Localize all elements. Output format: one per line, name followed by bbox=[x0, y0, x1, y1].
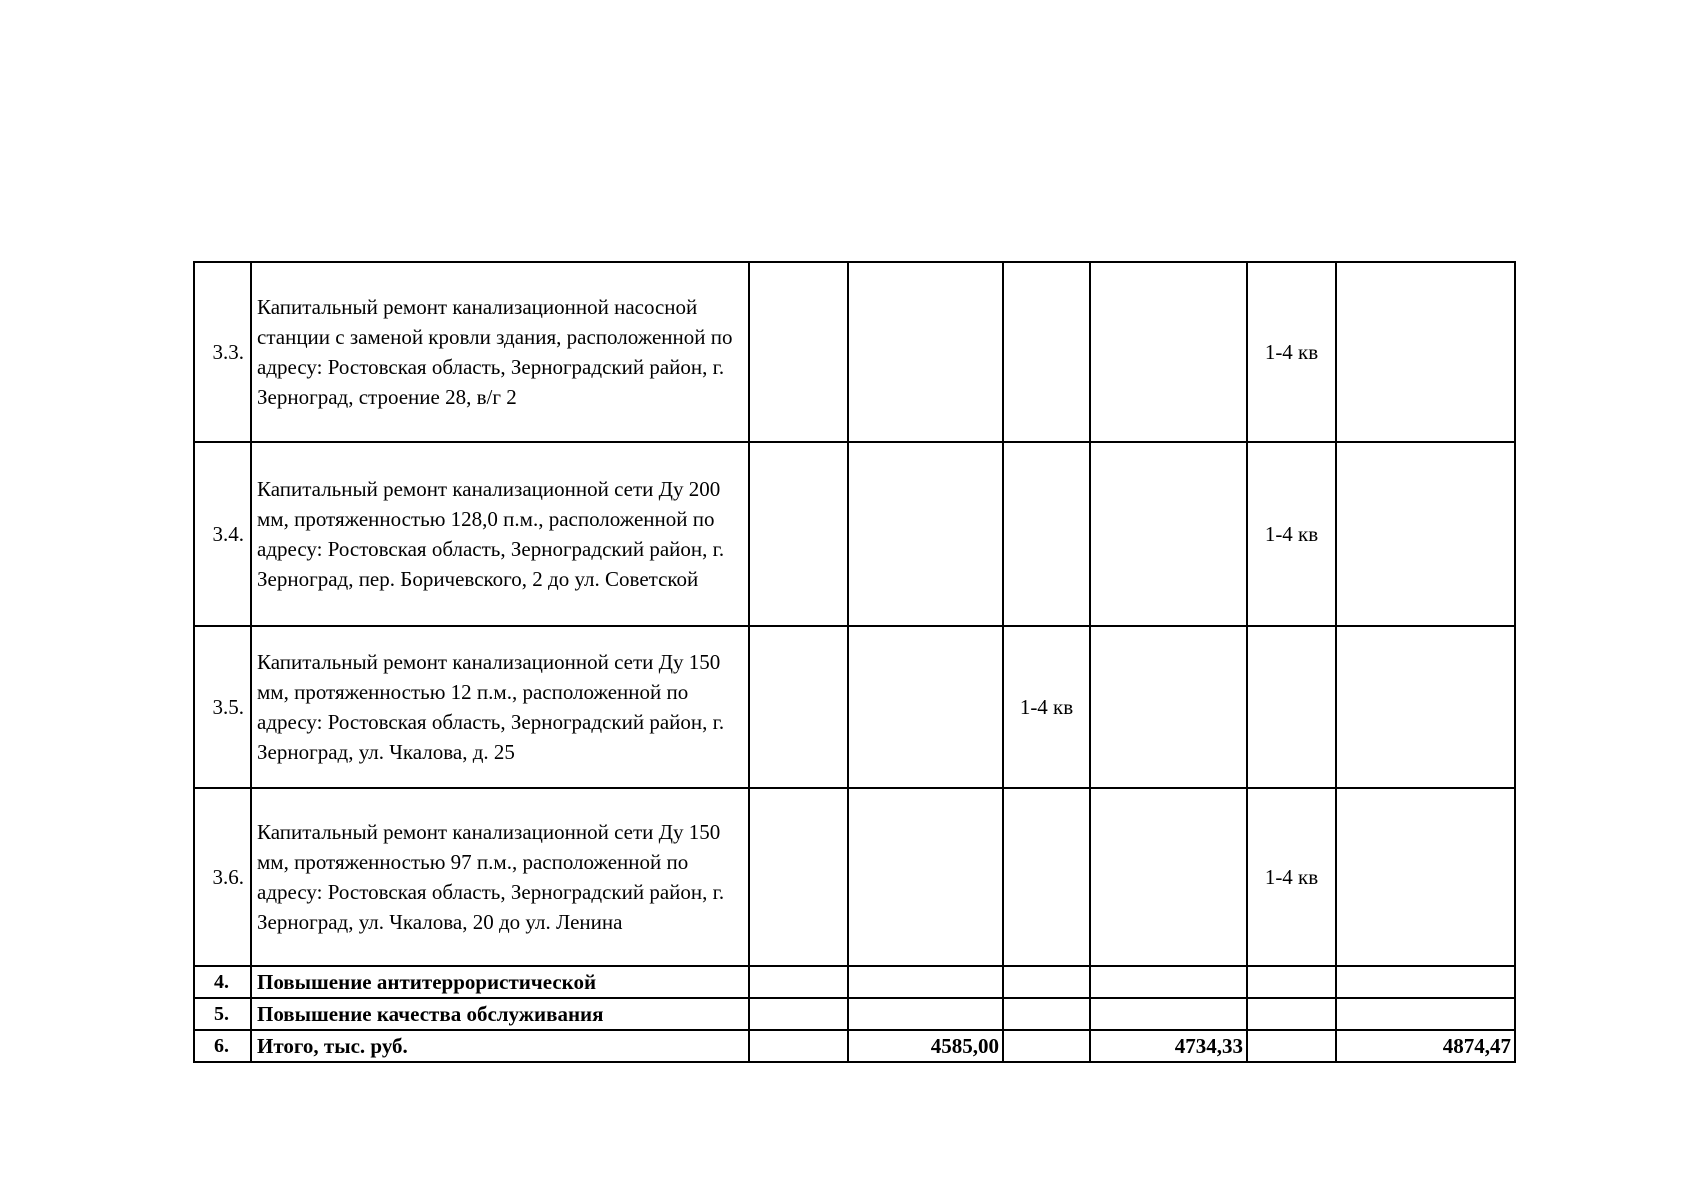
cell-2020-sum bbox=[1090, 626, 1247, 788]
cell-2021-sum bbox=[1336, 442, 1515, 626]
total-label: Итого, тыс. руб. bbox=[251, 1030, 749, 1062]
empty-cell bbox=[1090, 998, 1247, 1030]
cell-2021-quarter: 1-4 кв bbox=[1247, 788, 1336, 966]
total-row bbox=[194, 1030, 1515, 1062]
total-2021-sum: 4874,47 bbox=[1336, 1030, 1515, 1062]
cell-2019-sum bbox=[848, 262, 1003, 442]
empty-cell bbox=[1003, 1030, 1090, 1062]
empty-cell bbox=[1247, 998, 1336, 1030]
table-row bbox=[194, 262, 1515, 442]
cell-2021-sum bbox=[1336, 626, 1515, 788]
empty-cell bbox=[1090, 966, 1247, 998]
cell-2020-sum bbox=[1090, 262, 1247, 442]
cell-2019-sum bbox=[848, 788, 1003, 966]
empty-cell bbox=[1336, 966, 1515, 998]
section-number: 5. bbox=[194, 998, 251, 1030]
empty-cell bbox=[1247, 966, 1336, 998]
row-description: Капитальный ремонт канализационной сети Ду 200 мм, протяженностью 128,0 п.м., расположенной по адресу: Ростовская область, Зерноградский район, г. Зерноград, пер. Боричевского, 2 до ул. Советской bbox=[251, 442, 749, 626]
section-number: 4. bbox=[194, 966, 251, 998]
row-description: Капитальный ремонт канализационной сети Ду 150 мм, протяженностью 12 п.м., расположенной по адресу: Ростовская область, Зерноградский район, г. Зерноград, ул. Чкалова, д. 25 bbox=[251, 626, 749, 788]
cell-2021-sum bbox=[1336, 262, 1515, 442]
cell-2021-quarter bbox=[1247, 626, 1336, 788]
table-row bbox=[194, 788, 1515, 966]
table-row bbox=[194, 626, 1515, 788]
row-number: 3.3. bbox=[194, 262, 251, 442]
plan-table bbox=[193, 261, 1516, 1063]
total-number: 6. bbox=[194, 1030, 251, 1062]
cell-2019-quarter bbox=[749, 626, 848, 788]
cell-2019-sum bbox=[848, 442, 1003, 626]
row-number: 3.4. bbox=[194, 442, 251, 626]
cell-2020-sum bbox=[1090, 442, 1247, 626]
cell-2019-sum bbox=[848, 626, 1003, 788]
cell-2019-quarter bbox=[749, 442, 848, 626]
section-title: Повышение антитеррористической bbox=[251, 966, 749, 998]
cell-2019-quarter bbox=[749, 788, 848, 966]
row-description: Капитальный ремонт канализационной сети Ду 150 мм, протяженностью 97 п.м., расположенной по адресу: Ростовская область, Зерноградский район, г. Зерноград, ул. Чкалова, 20 до ул. Ленина bbox=[251, 788, 749, 966]
cell-2020-quarter bbox=[1003, 788, 1090, 966]
row-number: 3.5. bbox=[194, 626, 251, 788]
empty-cell bbox=[1003, 966, 1090, 998]
empty-cell bbox=[1003, 998, 1090, 1030]
row-number: 3.6. bbox=[194, 788, 251, 966]
cell-2021-quarter: 1-4 кв bbox=[1247, 262, 1336, 442]
table-row bbox=[194, 442, 1515, 626]
empty-cell bbox=[848, 966, 1003, 998]
cell-2020-quarter: 1-4 кв bbox=[1003, 626, 1090, 788]
empty-cell bbox=[749, 998, 848, 1030]
empty-cell bbox=[848, 998, 1003, 1030]
cell-2019-quarter bbox=[749, 262, 848, 442]
cell-2020-quarter bbox=[1003, 442, 1090, 626]
cell-2021-quarter: 1-4 кв bbox=[1247, 442, 1336, 626]
empty-cell bbox=[749, 1030, 848, 1062]
total-2019-sum: 4585,00 bbox=[848, 1030, 1003, 1062]
section-row bbox=[194, 966, 1515, 998]
empty-cell bbox=[749, 966, 848, 998]
cell-2020-quarter bbox=[1003, 262, 1090, 442]
cell-2020-sum bbox=[1090, 788, 1247, 966]
empty-cell bbox=[1247, 1030, 1336, 1062]
total-2020-sum: 4734,33 bbox=[1090, 1030, 1247, 1062]
cell-2021-sum bbox=[1336, 788, 1515, 966]
row-description: Капитальный ремонт канализационной насосной станции с заменой кровли здания, расположенной по адресу: Ростовская область, Зерноградский район, г. Зерноград, строение 28, в/г 2 bbox=[251, 262, 749, 442]
section-title: Повышение качества обслуживания bbox=[251, 998, 749, 1030]
empty-cell bbox=[1336, 998, 1515, 1030]
section-row bbox=[194, 998, 1515, 1030]
